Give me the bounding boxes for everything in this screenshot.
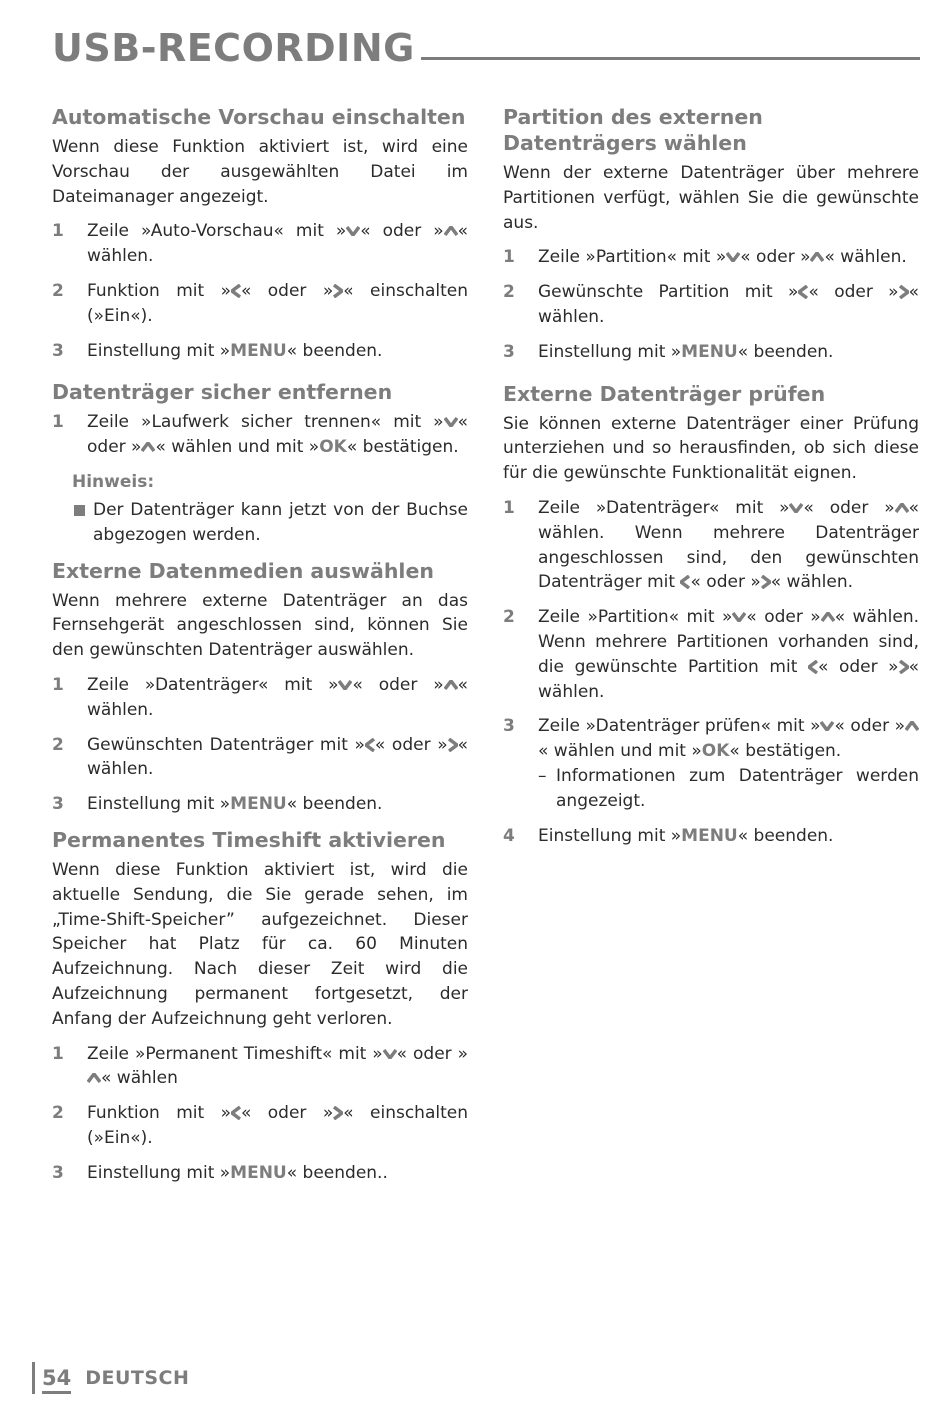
step-text: Einstellung mit »MENU« beenden.. bbox=[87, 1162, 388, 1183]
ok-key-label: OK bbox=[701, 741, 730, 762]
arrow-right-icon bbox=[761, 575, 771, 589]
arrow-right-icon bbox=[899, 660, 909, 674]
page-number: 54 bbox=[42, 1363, 71, 1394]
step-number: 2 bbox=[52, 280, 64, 301]
step-number: 1 bbox=[52, 221, 64, 242]
step-number: 2 bbox=[52, 734, 64, 755]
left-column bbox=[52, 104, 468, 1196]
step-number: 2 bbox=[503, 282, 515, 303]
step-sub-text: Informationen zum Datenträger werden angezeigt. bbox=[556, 765, 919, 811]
step-number: 1 bbox=[503, 497, 515, 518]
step-text: Zeile »Partition« mit » « oder » « wählen. Wenn mehrere Partitionen vorhanden sind, die gewünschte Partition mit « oder » « wählen. bbox=[538, 607, 920, 702]
step-number: 2 bbox=[503, 607, 515, 628]
step-item bbox=[52, 219, 468, 269]
step-item bbox=[503, 714, 919, 813]
step-number: 3 bbox=[503, 716, 515, 737]
arrow-down-icon bbox=[820, 721, 834, 731]
arrow-left-icon bbox=[808, 660, 818, 674]
step-text: Zeile »Datenträger« mit » « oder » « wählen. bbox=[87, 674, 469, 720]
menu-key-label: MENU bbox=[681, 825, 738, 846]
section-intro: Wenn der externe Datenträger über mehrere Partitionen verfügt, wählen Sie die gewünschte aus. bbox=[503, 163, 919, 233]
section-intro: Wenn diese Funktion aktiviert ist, wird die aktuelle Sendung, die Sie gerade sehen, im „Time-Shift-Speicher” aufgezeichnet. Dieser Speicher hat Platz für ca. 60 Minuten Aufzeichnung. Nach dieser Zeit wird die Aufzeichnung permanent fortgesetzt, der Anfang der Aufzeichnung geht verloren. bbox=[52, 859, 468, 1029]
step-number: 1 bbox=[52, 412, 64, 433]
section-heading: Automatische Vorschau einschalten bbox=[52, 105, 466, 129]
arrow-left-icon bbox=[365, 738, 375, 752]
step-item bbox=[52, 1101, 468, 1151]
step-text: Funktion mit » « oder » « einschalten (»Ein«). bbox=[87, 1103, 468, 1148]
arrow-up-icon bbox=[905, 721, 919, 731]
step-item bbox=[503, 245, 919, 270]
step-number: 1 bbox=[503, 247, 515, 268]
step-text: Gewünschte Partition mit » « oder » « wählen. bbox=[538, 282, 919, 327]
note-bullet bbox=[72, 498, 468, 548]
step-text: Einstellung mit »MENU« beenden. bbox=[87, 340, 383, 361]
step-item bbox=[52, 1161, 468, 1186]
arrow-up-icon bbox=[87, 1073, 101, 1083]
arrow-up-icon bbox=[810, 252, 824, 262]
step-item bbox=[52, 279, 468, 329]
step-text: Zeile »Partition« mit » « oder » « wählen. bbox=[538, 247, 907, 268]
arrow-down-icon bbox=[726, 252, 740, 262]
step-item bbox=[503, 496, 919, 595]
arrow-left-icon bbox=[231, 284, 241, 298]
step-item bbox=[52, 339, 468, 364]
step-number: 1 bbox=[52, 674, 64, 695]
step-item bbox=[52, 410, 468, 460]
arrow-down-icon bbox=[789, 503, 803, 513]
arrow-up-icon bbox=[821, 612, 835, 622]
step-text: Einstellung mit »MENU« beenden. bbox=[538, 341, 834, 362]
step-item bbox=[503, 824, 919, 849]
footer-language: DEUTSCH bbox=[85, 1367, 190, 1389]
arrow-right-icon bbox=[333, 1106, 343, 1120]
arrow-right-icon bbox=[899, 285, 909, 299]
step-text: Einstellung mit »MENU« beenden. bbox=[87, 794, 383, 815]
step-text: Zeile »Permanent Timeshift« mit » « oder » « wählen bbox=[87, 1043, 468, 1089]
note-heading: Hinweis: bbox=[72, 471, 155, 492]
menu-key-label: MENU bbox=[681, 341, 738, 362]
step-number: 3 bbox=[503, 341, 515, 362]
arrow-left-icon bbox=[798, 285, 808, 299]
arrow-down-icon bbox=[338, 680, 352, 690]
note-text: Der Datenträger kann jetzt von der Buchse abgezogen werden. bbox=[93, 499, 468, 545]
arrow-up-icon bbox=[141, 442, 155, 452]
ok-key-label: OK bbox=[319, 437, 347, 458]
arrow-up-icon bbox=[444, 226, 458, 236]
step-number: 1 bbox=[52, 1043, 64, 1064]
page-title: USB-RECORDING bbox=[52, 26, 415, 70]
step-text: Zeile »Auto-Vorschau« mit » « oder » « wählen. bbox=[87, 221, 469, 267]
menu-key-label: MENU bbox=[230, 1162, 287, 1183]
step-item bbox=[52, 673, 468, 723]
arrow-down-icon bbox=[346, 226, 360, 236]
arrow-right-icon bbox=[333, 284, 343, 298]
section-heading: Datenträger sicher entfernen bbox=[52, 380, 393, 405]
section-intro: Wenn mehrere externe Datenträger an das Fernsehgerät angeschlossen sind, können Sie den gewünschten Datenträger auswählen. bbox=[52, 590, 468, 661]
step-number: 3 bbox=[52, 340, 64, 361]
step-item bbox=[503, 280, 919, 330]
step-sub-item bbox=[538, 764, 919, 814]
arrow-left-icon bbox=[680, 575, 690, 589]
page-footer bbox=[32, 1362, 189, 1394]
section-heading: Partition des externen Datenträgers wählen bbox=[503, 105, 763, 155]
arrow-left-icon bbox=[231, 1106, 241, 1120]
section-heading: Externe Datenmedien auswählen bbox=[52, 558, 434, 583]
arrow-down-icon bbox=[732, 612, 746, 622]
step-item bbox=[503, 340, 919, 365]
step-text: Funktion mit » « oder » « einschalten (»Ein«). bbox=[87, 280, 468, 326]
arrow-down-icon bbox=[444, 417, 458, 427]
arrow-up-icon bbox=[895, 503, 909, 513]
right-column bbox=[503, 104, 919, 858]
page-header bbox=[52, 20, 920, 70]
step-number: 4 bbox=[503, 825, 515, 846]
arrow-right-icon bbox=[448, 738, 458, 752]
arrow-down-icon bbox=[383, 1049, 397, 1059]
menu-key-label: MENU bbox=[230, 340, 287, 361]
step-item bbox=[503, 605, 919, 704]
step-number: 3 bbox=[52, 1162, 64, 1183]
step-text: Einstellung mit »MENU« beenden. bbox=[538, 825, 834, 846]
title-rule bbox=[421, 57, 920, 60]
step-item bbox=[52, 792, 468, 817]
step-number: 3 bbox=[52, 794, 64, 815]
square-bullet-icon bbox=[74, 505, 85, 516]
section-intro: Sie können externe Datenträger einer Prüfung unterziehen und so herausfinden, ob sich diese für die gewünschte Funktionalität eignen. bbox=[503, 413, 919, 484]
step-text: Zeile »Datenträger« mit » « oder » « wählen. Wenn mehrere Datenträger angeschlossen sind, den gewünschten Datenträger mit « oder » « wählen. bbox=[538, 497, 920, 593]
step-text: Gewünschten Datenträger mit » « oder » « wählen. bbox=[87, 734, 468, 780]
footer-bar bbox=[32, 1362, 35, 1394]
step-item bbox=[52, 1042, 468, 1092]
step-text: Zeile »Datenträger prüfen« mit » « oder » « wählen und mit »OK« bestätigen. – Informationen zum Datenträger werden angezeigt. bbox=[538, 714, 919, 813]
section-heading: Externe Datenträger prüfen bbox=[503, 381, 826, 406]
step-text: Zeile »Laufwerk sicher trennen« mit » « oder » « wählen und mit »OK« bestätigen. bbox=[87, 412, 468, 458]
section-heading: Permanentes Timeshift aktivieren bbox=[52, 827, 446, 852]
step-item bbox=[52, 733, 468, 783]
dash-bullet: – bbox=[538, 765, 547, 786]
arrow-up-icon bbox=[444, 680, 458, 690]
section-intro: Wenn diese Funktion aktiviert ist, wird eine Vorschau der ausgewählten Datei im Dateimanager angezeigt. bbox=[52, 137, 468, 207]
menu-key-label: MENU bbox=[230, 794, 287, 815]
step-number: 2 bbox=[52, 1103, 64, 1124]
